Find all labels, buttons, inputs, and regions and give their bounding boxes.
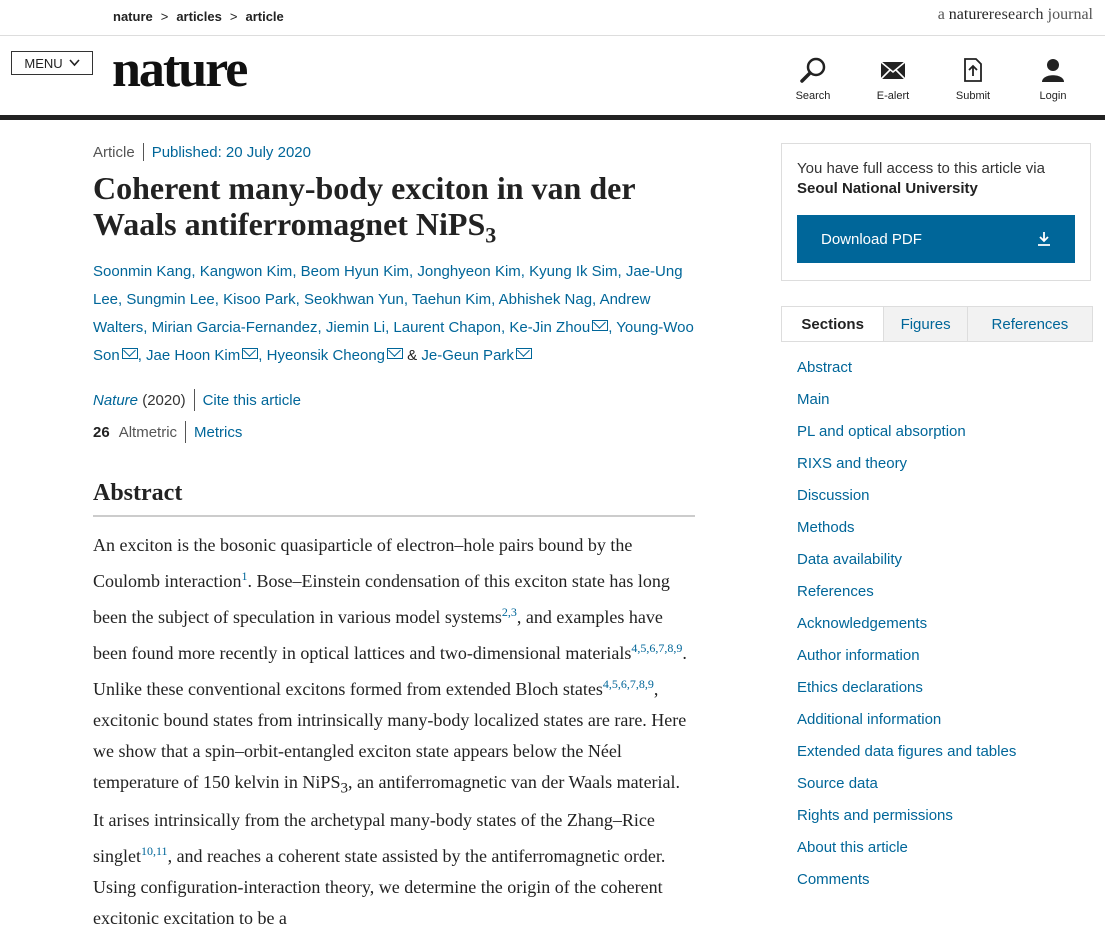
user-icon xyxy=(1039,56,1067,84)
journal-tag-prefix: a xyxy=(937,6,945,23)
section-link[interactable]: PL and optical absorption xyxy=(797,423,966,440)
subscript: 3 xyxy=(340,780,348,797)
download-pdf-label: Download PDF xyxy=(821,230,922,248)
reference-link[interactable]: 4,5,6,7,8,9 xyxy=(602,677,654,691)
email-icon[interactable] xyxy=(242,348,258,359)
section-link[interactable]: Author information xyxy=(797,647,920,664)
author-link[interactable]: Jiemin Li xyxy=(325,319,386,336)
divider xyxy=(194,389,195,411)
section-link[interactable]: Ethics declarations xyxy=(797,679,923,696)
reference-link[interactable]: 4,5,6,7,8,9 xyxy=(631,641,683,655)
submit-button[interactable] xyxy=(933,56,1013,102)
reference-link[interactable]: 2,3 xyxy=(501,605,517,619)
section-link[interactable]: Acknowledgements xyxy=(797,615,928,632)
access-text: You have full access to this article via xyxy=(797,160,1045,177)
publication-year: (2020) xyxy=(142,391,186,409)
email-icon[interactable] xyxy=(516,348,532,359)
author-link[interactable]: Laurent Chapon xyxy=(393,319,501,336)
menu-label: MENU xyxy=(24,55,63,71)
journal-name: Nature xyxy=(93,391,139,409)
nature-logo[interactable]: nature xyxy=(112,41,247,98)
author-link[interactable]: Ke-Jin Zhou xyxy=(509,319,591,336)
author-separator: & xyxy=(403,347,422,364)
abstract-text-segment: , and reaches a coherent state assisted by the antiferromagnetic order. Using configuration-interaction theory, we determine the origin of the coherent excitonic excitation to be a xyxy=(93,845,666,928)
author-link[interactable]: Kangwon Kim xyxy=(199,263,293,280)
author-link[interactable]: Sungmin Lee xyxy=(126,291,215,308)
breadcrumb xyxy=(113,9,284,24)
published-date: Published: 20 July 2020 xyxy=(151,143,311,161)
abstract-text-segment: . Bose–Einstein condensation of this exciton state has long been the subject of speculation in various model systems xyxy=(93,571,670,627)
author-link[interactable]: Taehun Kim xyxy=(411,291,492,308)
author-link[interactable]: Jae Hoon Kim xyxy=(146,347,241,364)
tab-sections[interactable]: Sections xyxy=(782,307,883,341)
e-alert-label: E-alert xyxy=(876,90,910,102)
section-link[interactable]: References xyxy=(797,583,874,600)
access-box xyxy=(781,143,1091,281)
article-title-subscript: 3 xyxy=(485,222,497,248)
author-link[interactable]: Seokhwan Yun xyxy=(304,291,404,308)
submit-label: Submit xyxy=(955,90,991,102)
reference-link[interactable]: 1 xyxy=(241,569,248,583)
search-icon xyxy=(799,56,827,84)
tab-figures[interactable]: Figures xyxy=(883,307,966,341)
article-meta xyxy=(93,143,311,161)
article-title-text: Coherent many-body exciton in van der Waals antiferromagnet NiPS xyxy=(93,170,635,242)
section-link[interactable]: Abstract xyxy=(797,359,853,376)
author-link[interactable]: Mirian Garcia-Fernandez xyxy=(151,319,318,336)
email-icon[interactable] xyxy=(592,320,608,331)
section-link[interactable]: Rights and permissions xyxy=(797,807,953,824)
metrics-link[interactable]: Metrics xyxy=(194,423,243,441)
section-link[interactable]: About this article xyxy=(797,839,908,856)
author-link[interactable]: Abhishek Nag xyxy=(498,291,593,308)
author-link[interactable]: Young-Woo Son xyxy=(93,319,694,364)
author-list: Soonmin Kang, Kangwon Kim, Beom Hyun Kim, Jonghyeon Kim, Kyung Ik Sim, Jae-Ung Lee, Sungmin Lee, Kisoo Park, Seokhwan Yun, Taehun Kim, Abhishek Nag, Andrew Walters, Mirian Garcia-Fernandez, Jiemin Li, Laurent Chapon, Ke-Jin Zhou , Young-Woo Son , Jae Hoon Kim , Hyeonsik Cheong & Je-Geun Park xyxy=(93,263,694,364)
section-link[interactable]: Methods xyxy=(797,519,855,536)
section-link[interactable]: Extended data figures and tables xyxy=(797,743,1017,760)
chevron-right-icon: > xyxy=(229,9,238,24)
abstract-text-segment: An exciton is the bosonic quasiparticle of electron–hole pairs bound by the Coulomb interaction xyxy=(93,535,633,591)
author-link[interactable]: Soonmin Kang xyxy=(93,263,192,280)
tab-references[interactable]: References xyxy=(967,307,1092,341)
metrics-line xyxy=(93,421,242,443)
author-link[interactable]: Je-Geun Park xyxy=(421,347,514,364)
sections-nav xyxy=(797,352,1016,896)
abstract-text xyxy=(93,530,695,933)
section-link[interactable]: Additional information xyxy=(797,711,942,728)
section-link[interactable]: Discussion xyxy=(797,487,870,504)
altmetric-label: Altmetric xyxy=(118,423,178,441)
divider xyxy=(143,143,144,161)
abstract-text-segment: , and examples have been found more recently in optical lattices and two-dimensional materials xyxy=(93,607,663,663)
access-institution: Seoul National University xyxy=(797,180,978,197)
envelope-icon xyxy=(879,56,907,84)
breadcrumb-item-article: article xyxy=(245,9,284,24)
search-button[interactable] xyxy=(773,56,853,102)
sidebar-tabs xyxy=(781,306,1093,342)
citation-line xyxy=(93,389,301,411)
journal-tag-brand-research: research xyxy=(988,6,1044,23)
search-label: Search xyxy=(795,90,831,102)
download-pdf-button[interactable] xyxy=(797,215,1075,263)
divider xyxy=(185,421,186,443)
e-alert-button[interactable] xyxy=(853,56,933,102)
author-link[interactable]: Kisoo Park xyxy=(223,291,296,308)
menu-button[interactable] xyxy=(11,51,93,75)
section-link[interactable]: Comments xyxy=(797,871,870,888)
email-icon[interactable] xyxy=(122,348,138,359)
breadcrumb-item-articles[interactable]: articles xyxy=(176,9,222,24)
nature-research-tag[interactable] xyxy=(938,6,1093,24)
cite-this-article-link[interactable]: Cite this article xyxy=(202,391,301,409)
abstract-text-segment: . Unlike these conventional excitons formed from extended Bloch states xyxy=(93,643,687,699)
author-link[interactable]: Jonghyeon Kim xyxy=(417,263,521,280)
abstract-heading: Abstract xyxy=(93,480,695,517)
chevron-right-icon: > xyxy=(160,9,169,24)
top-bar xyxy=(0,0,1105,36)
journal-tag-suffix: journal xyxy=(1047,6,1093,23)
login-label: Login xyxy=(1039,90,1067,102)
article-type: Article xyxy=(93,143,135,161)
section-link[interactable]: RIXS and theory xyxy=(797,455,908,472)
breadcrumb-item-nature[interactable]: nature xyxy=(113,9,153,24)
section-link[interactable]: Source data xyxy=(797,775,878,792)
section-link[interactable]: Main xyxy=(797,391,830,408)
download-icon xyxy=(1037,231,1051,247)
reference-link[interactable]: 10,11 xyxy=(141,843,168,858)
author-link[interactable]: Jae-Ung Lee xyxy=(93,263,683,308)
abstract-text-segment: , excitonic bound states from intrinsically many-body localized states are rare. Here we show that a spin–orbit-entangled exciton state appears below the Néel temperature of 150 kelvin in NiPS xyxy=(93,679,687,792)
header-actions xyxy=(773,56,1093,102)
author-link[interactable]: Kyung Ik Sim xyxy=(529,263,618,280)
author-link[interactable]: Hyeonsik Cheong xyxy=(266,347,386,364)
author-link[interactable]: Andrew Walters xyxy=(93,291,651,336)
upload-file-icon xyxy=(959,56,987,84)
abstract-text-segment: , an antiferromagnetic van der Waals material. It arises intrinsically from the archetypal many-body states of the Zhang–Rice singlet xyxy=(93,772,681,866)
site-header xyxy=(0,36,1105,120)
journal-tag-brand-nature: nature xyxy=(948,6,989,23)
author-link[interactable]: Beom Hyun Kim xyxy=(300,263,410,280)
article-title xyxy=(93,170,693,253)
altmetric-score: 26 xyxy=(93,423,110,441)
email-icon[interactable] xyxy=(387,348,403,359)
chevron-down-icon xyxy=(69,59,80,67)
access-message xyxy=(797,159,1075,199)
login-button[interactable] xyxy=(1013,56,1093,102)
section-link[interactable]: Data availability xyxy=(797,551,903,568)
